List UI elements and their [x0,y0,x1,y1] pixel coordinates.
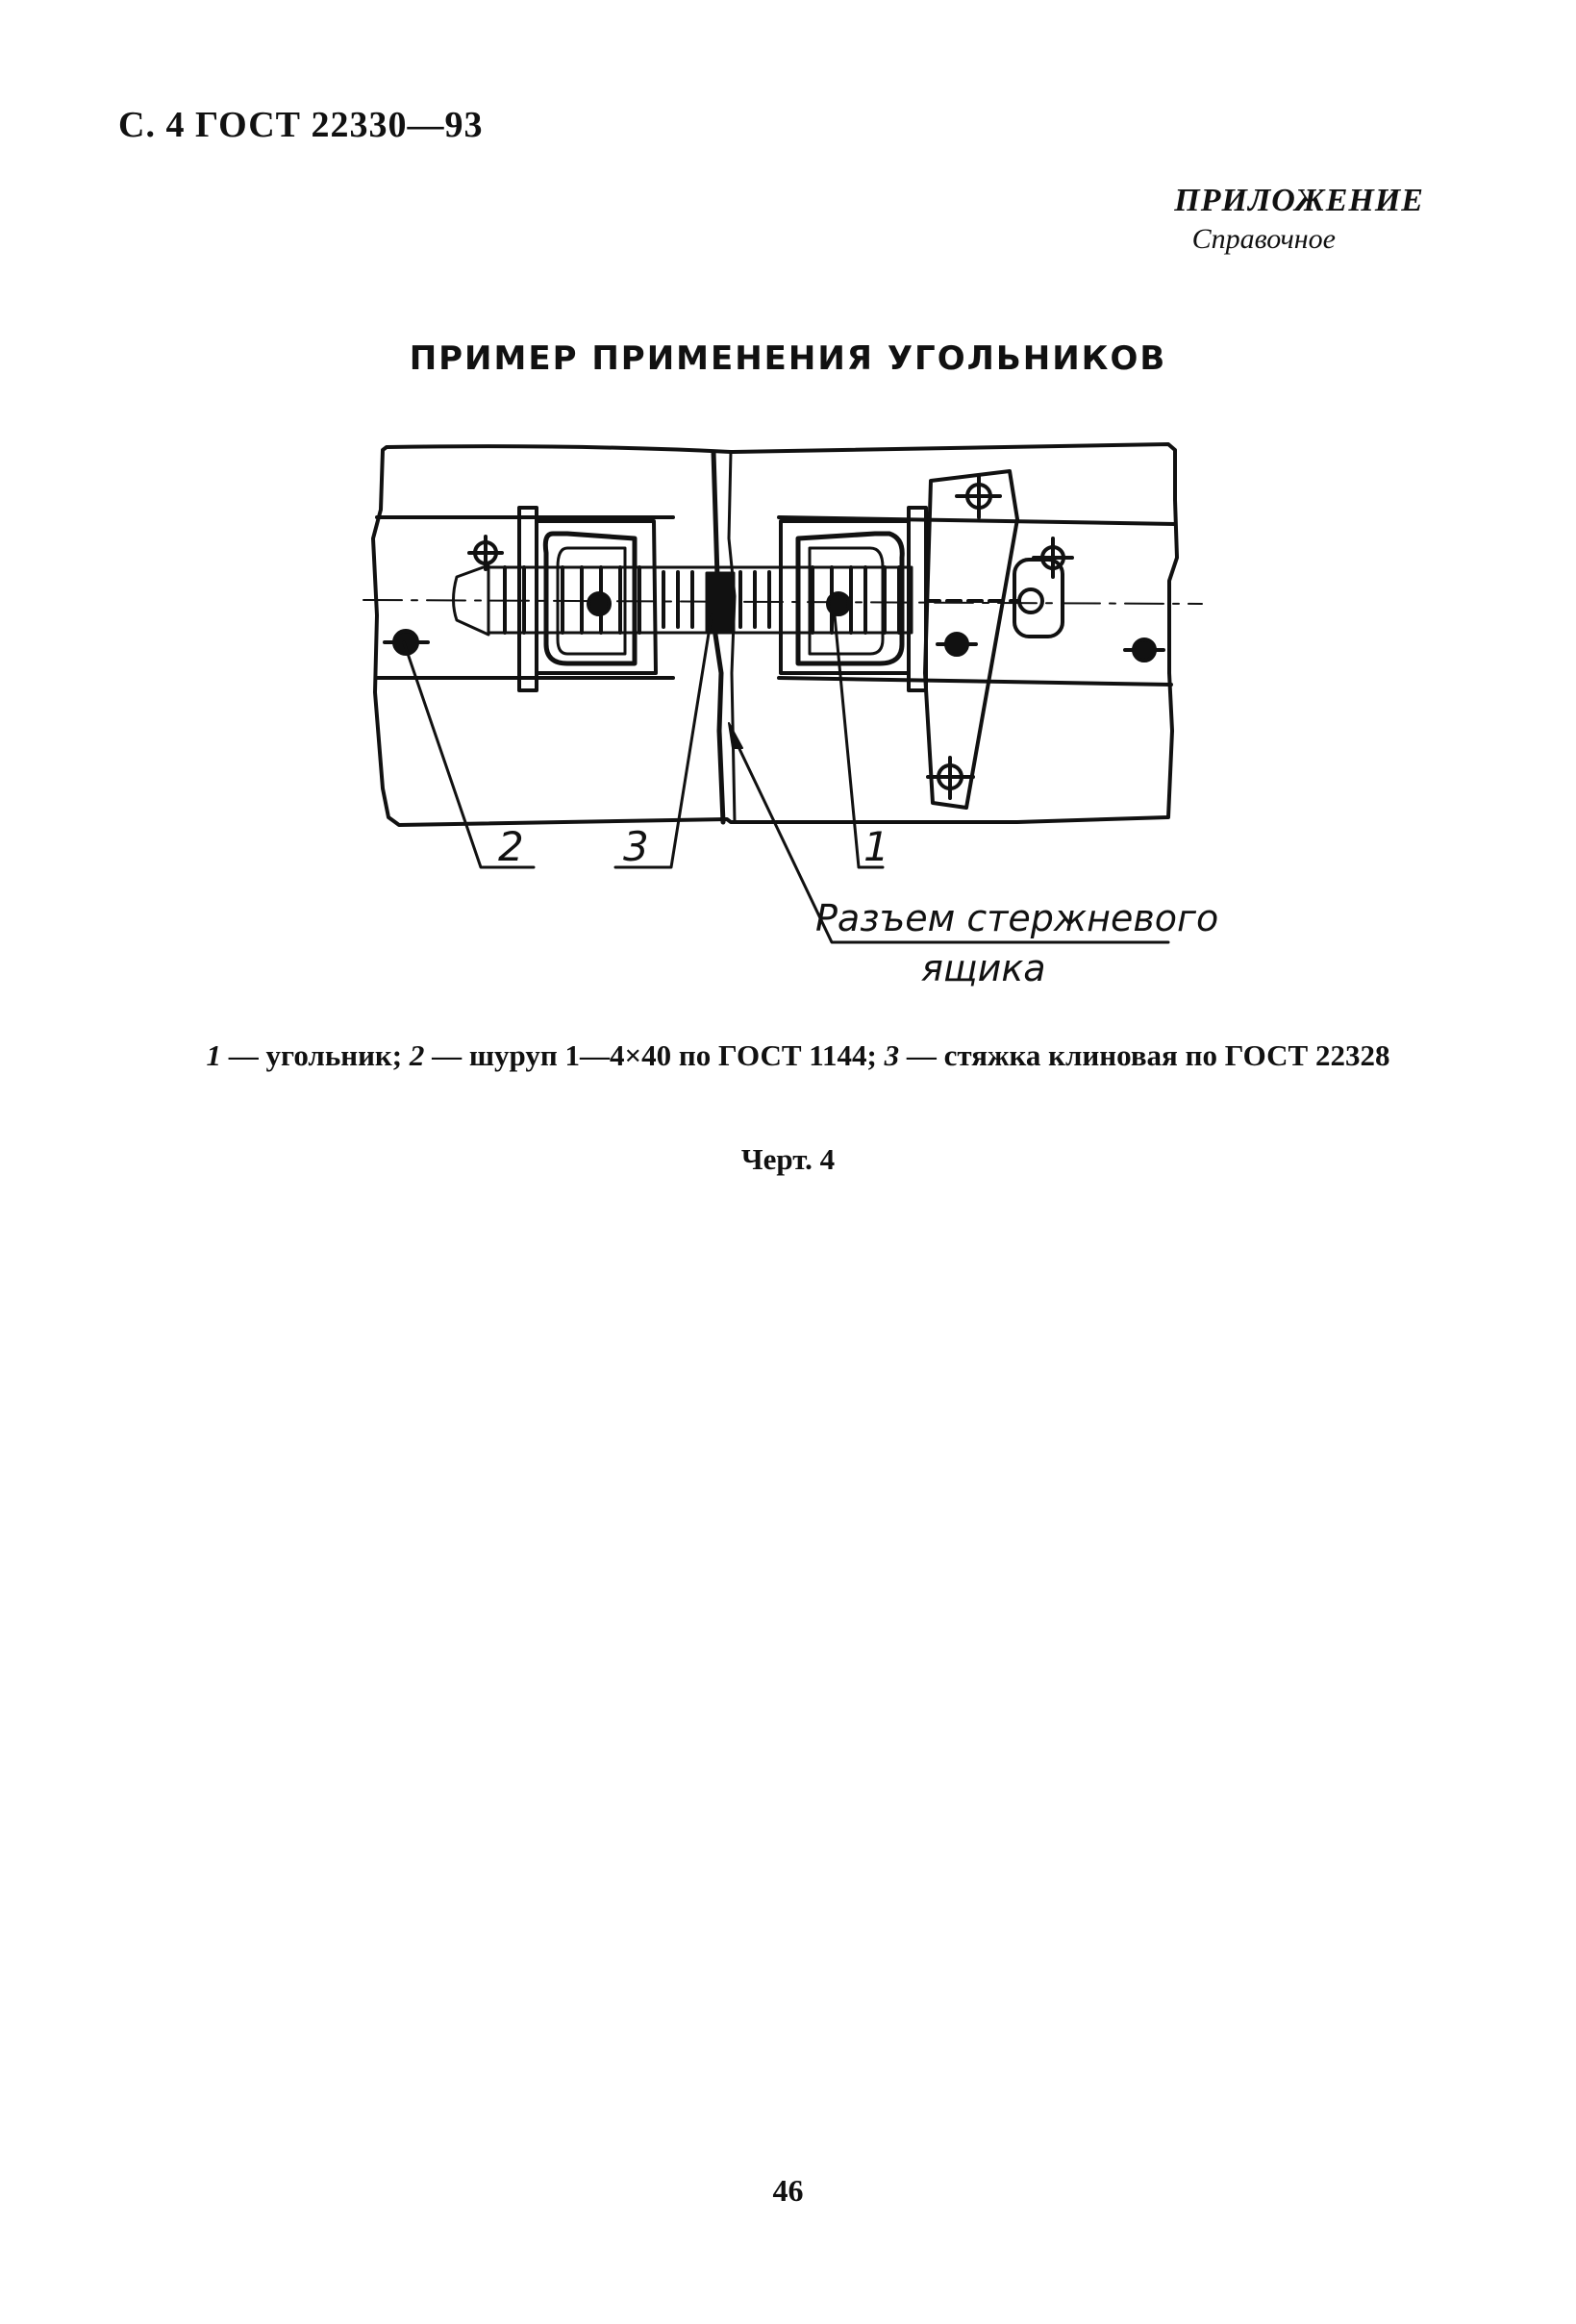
screw-right-pivot [1019,589,1042,612]
screw-left-top [469,537,502,569]
split-label-line2: ящика [921,947,1046,989]
document-code-header: С. 4 ГОСТ 22330—93 [118,105,484,145]
page-number: 46 [772,2173,804,2208]
screw-right-bottom [928,758,973,798]
caption-num-1: 1 [206,1038,222,1072]
appendix-subtitle: Справочное [1191,223,1336,255]
caption-num-3: 3 [884,1038,900,1072]
caption-text-2: — шуруп 1—4×40 по ГОСТ 1144; [424,1038,885,1072]
screw-left-center [588,593,610,614]
core-box-split-line [713,452,723,822]
screw-right-low [938,634,976,655]
caption-text-1: — угольник; [221,1038,410,1072]
split-label-line1: Разъем стержневого [815,897,1219,939]
technical-drawing [0,0,1576,1019]
caption-num-2: 2 [409,1038,425,1072]
callout-1: 1 [863,823,889,870]
caption-text-3: — стяжка клиновая по ГОСТ 22328 [899,1038,1390,1072]
callout-3: 3 [623,823,649,870]
screw-right-center [828,593,849,614]
figure-caption [173,1037,1423,1075]
right-corner-bracket [781,508,926,690]
figure-title: ПРИМЕР ПРИМЕНЕНИЯ УГОЛЬНИКОВ [409,339,1167,378]
callout-2: 2 [498,823,524,870]
appendix-title: ПРИЛОЖЕНИЕ [1174,183,1424,218]
screw-right-top [957,476,1000,517]
screw-right-far [1125,639,1163,661]
figure-number: Черт. 4 [740,1142,836,1176]
